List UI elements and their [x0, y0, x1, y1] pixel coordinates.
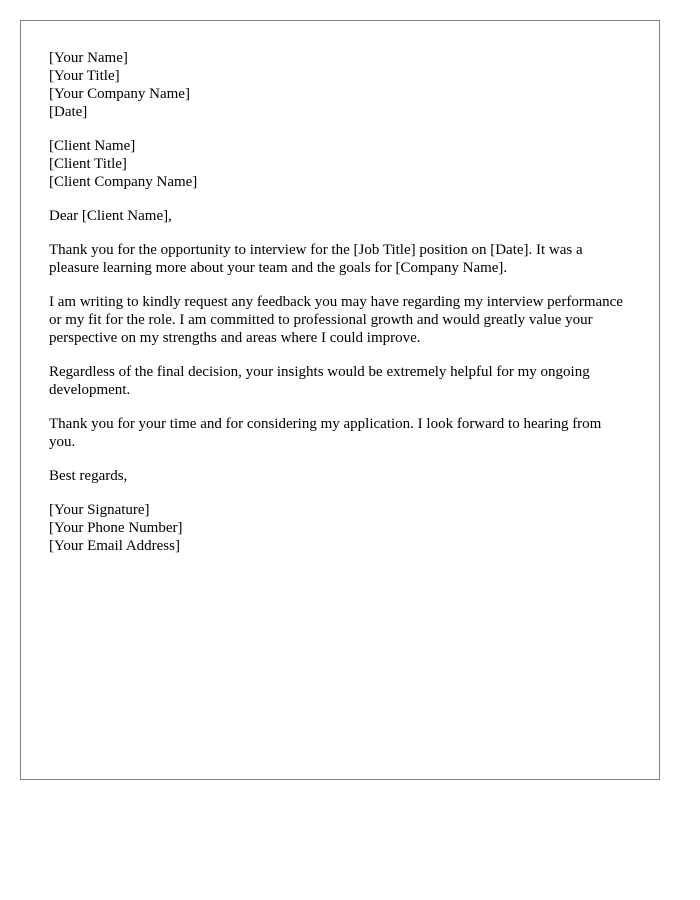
phone-number: [Your Phone Number]	[49, 520, 183, 536]
signature-line: [Your Signature]	[49, 502, 150, 518]
body-paragraph-3: Regardless of the final decision, your insights would be extremely helpful for my ongoing development.	[49, 364, 590, 398]
body-paragraph-4: Thank you for your time and for considering my application. I look forward to hearing from you.	[49, 416, 602, 450]
sender-name: [Your Name]	[49, 50, 128, 66]
recipient-company: [Client Company Name]	[49, 174, 198, 190]
closing: Best regards,	[49, 468, 128, 484]
recipient-name: [Client Name]	[49, 138, 136, 154]
body-paragraph-2: I am writing to kindly request any feedback you may have regarding my interview performance or my fit for the role. I am committed to professional growth and would greatly value your perspective on my strengths and areas where I could improve.	[49, 294, 623, 346]
recipient-block	[49, 137, 631, 191]
signature-block	[49, 501, 631, 555]
recipient-title: [Client Title]	[49, 156, 127, 172]
sender-title: [Your Title]	[49, 68, 120, 84]
email-address: [Your Email Address]	[49, 538, 180, 554]
body-paragraph-1: Thank you for the opportunity to interview for the [Job Title] position on [Date]. It was a pleasure learning more about your team and the goals for [Company Name].	[49, 242, 583, 276]
letter-date: [Date]	[49, 104, 88, 120]
letter-page	[20, 20, 660, 780]
sender-company: [Your Company Name]	[49, 86, 190, 102]
salutation: Dear [Client Name],	[49, 208, 172, 224]
sender-block	[49, 49, 631, 121]
